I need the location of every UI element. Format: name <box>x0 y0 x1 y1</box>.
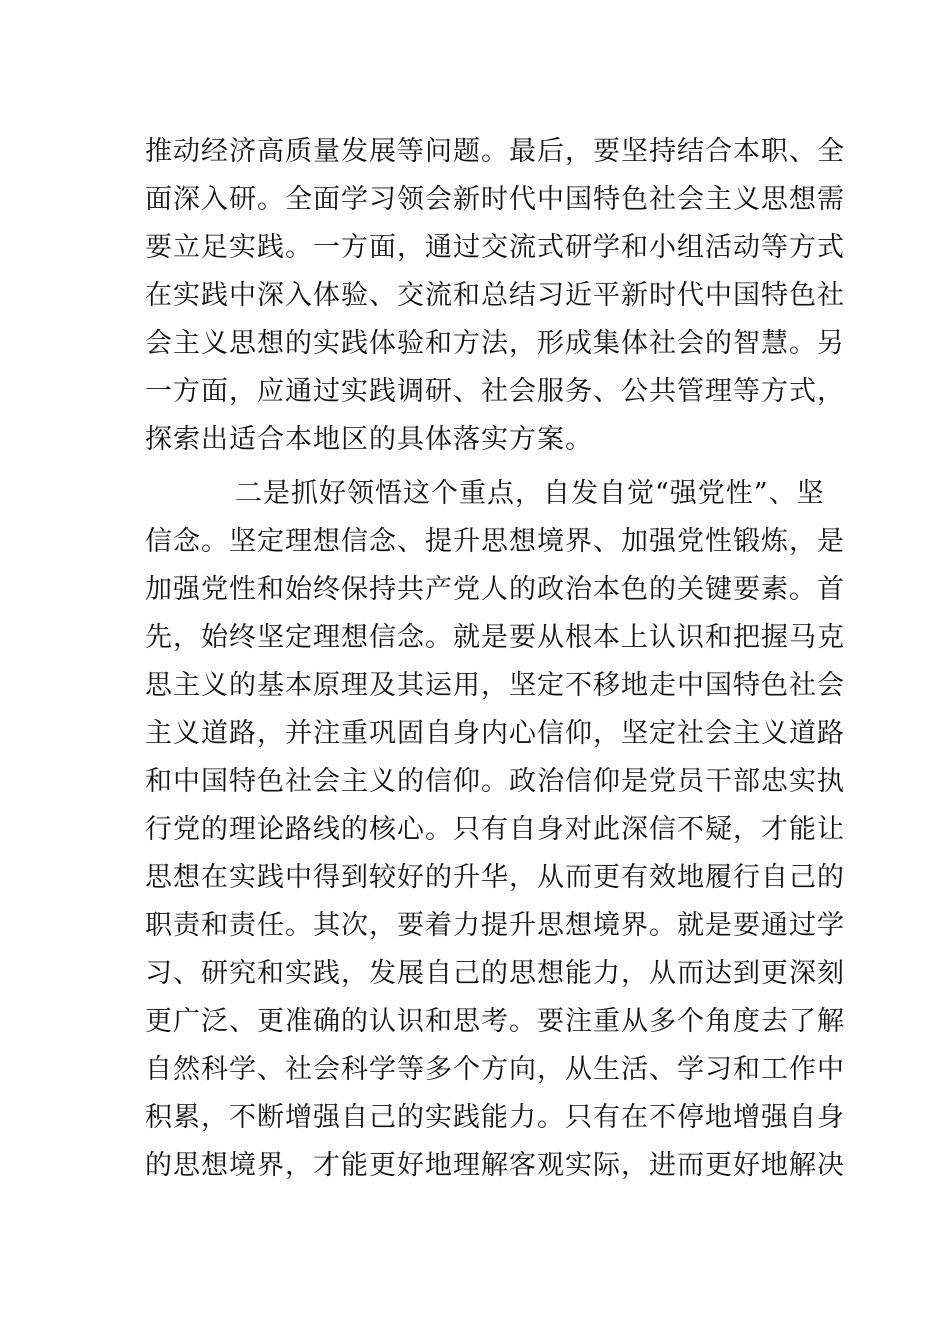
paragraph-line: 主义道路，并注重巩固自身内心信仰，坚定社会主义道路 <box>145 718 845 749</box>
paragraph-2 <box>145 470 845 1190</box>
paragraph-line: 加强党性和始终保持共产党人的政治本色的关键要素。首 <box>145 574 845 605</box>
paragraph-line: 要立足实践。一方面，通过交流式研学和小组活动等方式 <box>145 232 845 263</box>
paragraph-line: 职责和责任。其次，要着力提升思想境界。就是要通过学 <box>145 910 845 941</box>
paragraph-line: 思主义的基本原理及其运用，坚定不移地走中国特色社会 <box>145 670 845 701</box>
paragraph-line: 和中国特色社会主义的信仰。政治信仰是党员干部忠实执 <box>145 766 845 797</box>
paragraph-line: 先，始终坚定理想信念。就是要从根本上认识和把握马克 <box>145 622 845 653</box>
paragraph-line: 更广泛、更准确的认识和思考。要注重从多个角度去了解 <box>145 1006 845 1037</box>
paragraph-line: 习、研究和实践，发展自己的思想能力，从而达到更深刻 <box>145 958 845 989</box>
paragraph-line: 信念。坚定理想信念、提升思想境界、加强党性锻炼，是 <box>145 526 845 557</box>
paragraph-line: 探索出适合本地区的具体落实方案。 <box>145 424 593 455</box>
paragraph-line: 会主义思想的实践体验和方法，形成集体社会的智慧。另 <box>145 328 845 359</box>
paragraph-line: 自然科学、社会科学等多个方向，从生活、学习和工作中 <box>145 1054 845 1085</box>
paragraph-line: 思想在实践中得到较好的升华，从而更有效地履行自己的 <box>145 862 845 893</box>
paragraph-line: 行党的理论路线的核心。只有自身对此深信不疑，才能让 <box>145 814 845 845</box>
paragraph-line: 一方面，应通过实践调研、社会服务、公共管理等方式， <box>145 376 845 407</box>
paragraph-line: 面深入研。全面学习领会新时代中国特色社会主义思想需 <box>145 184 845 215</box>
paragraph-line: 在实践中深入体验、交流和总结习近平新时代中国特色社 <box>145 280 845 311</box>
paragraph-first-line: 二是抓好领悟这个重点，自发自觉“强党性”、坚 <box>235 478 825 509</box>
paragraph-line: 积累，不断增强自己的实践能力。只有在不停地增强自身 <box>145 1102 845 1133</box>
paragraph-1 <box>145 128 845 464</box>
paragraph-line: 的思想境界，才能更好地理解客观实际，进而更好地解决 <box>145 1150 845 1181</box>
paragraph-line: 推动经济高质量发展等问题。最后，要坚持结合本职、全 <box>145 136 845 167</box>
